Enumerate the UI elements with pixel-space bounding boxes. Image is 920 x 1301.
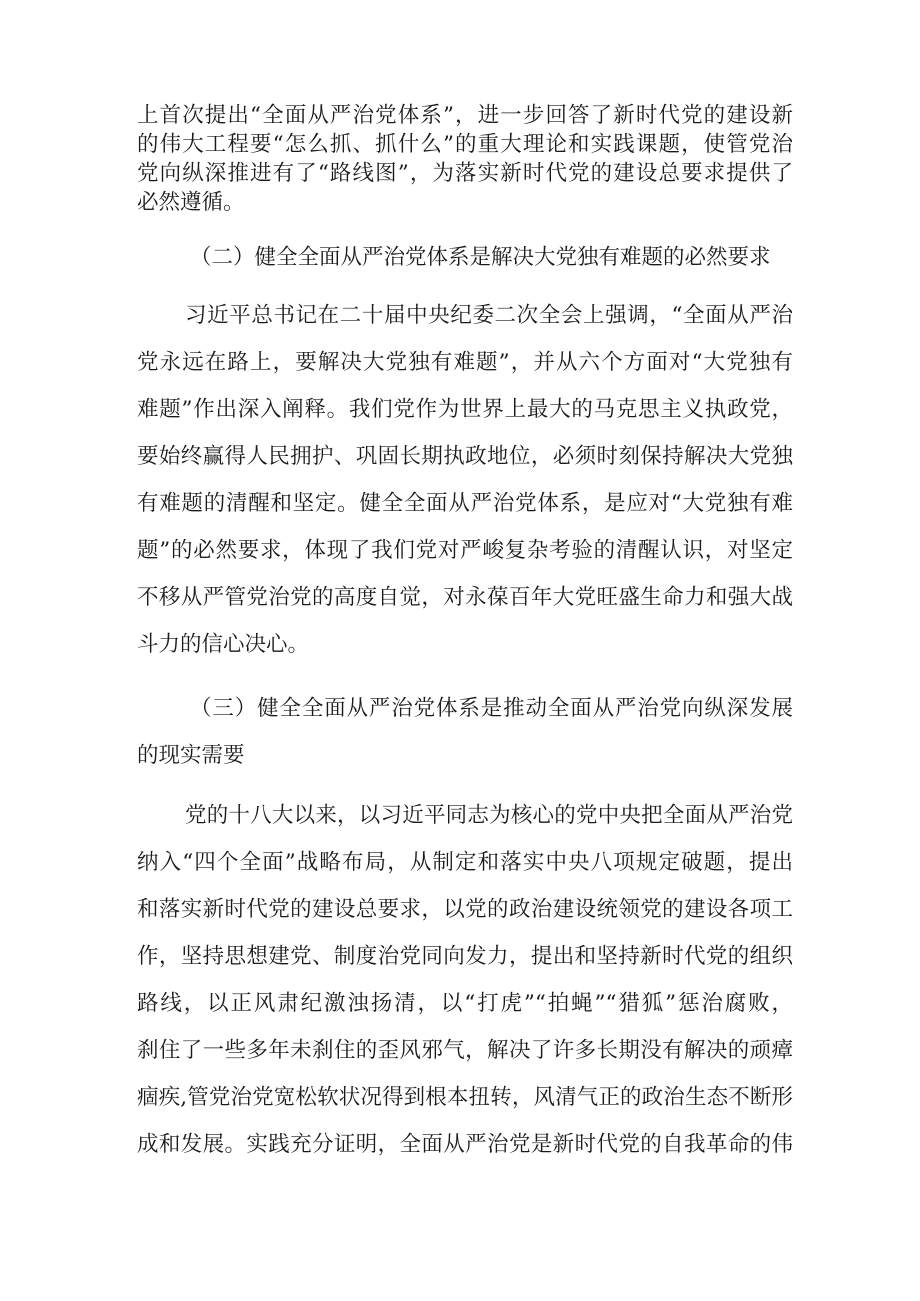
paragraph-line: 成和发展。实践充分证明，全面从严治党是新时代党的自我革命的伟 <box>137 1132 793 1157</box>
paragraph-line: 有难题的清醒和坚定。健全全面从严治党体系，是应对“大党独有难 <box>137 491 793 516</box>
paragraph-line: 党的十八大以来，以习近平同志为核心的党中央把全面从严治党 <box>185 803 793 828</box>
paragraph-line: 必然遵循。 <box>137 190 245 215</box>
paragraph-line: 的伟大工程要“怎么抓、抓什么”的重大理论和实践课题，使管党治 <box>137 132 793 157</box>
section-heading-3-continued: 的现实需要 <box>137 743 245 768</box>
paragraph-line: 难题”作出深入阐释。我们党作为世界上最大的马克思主义执政党， <box>137 397 793 422</box>
paragraph-line: 题”的必然要求，体现了我们党对严峻复杂考验的清醒认识，对坚定 <box>137 538 793 563</box>
paragraph-line: 党向纵深推进有了“路线图”，为落实新时代党的建设总要求提供了 <box>137 161 793 186</box>
paragraph-line: 路线，以正风肃纪激浊扬清，以“打虎”“拍蝇”“猎狐”惩治腐败， <box>137 991 793 1016</box>
paragraph-line: 痼疾,管党治党宽松软状况得到根本扭转，风清气正的政治生态不断形 <box>137 1085 793 1110</box>
paragraph-line: 斗力的信心决心。 <box>137 632 310 657</box>
paragraph-line: 和落实新时代党的建设总要求，以党的政治建设统领党的建设各项工 <box>137 897 793 922</box>
paragraph-line: 习近平总书记在二十届中央纪委二次全会上强调，“全面从严治 <box>185 303 793 328</box>
paragraph-line: 作，坚持思想建党、制度治党同向发力，提出和坚持新时代党的组织 <box>137 944 793 969</box>
paragraph-line: 不移从严管党治党的高度自觉，对永葆百年大党旺盛生命力和强大战 <box>137 585 793 610</box>
paragraph-line: 党永远在路上，要解决大党独有难题”，并从六个方面对“大党独有 <box>137 350 793 375</box>
paragraph-line: 刹住了一些多年未刹住的歪风邪气，解决了许多长期没有解决的顽瘴 <box>137 1038 793 1063</box>
section-heading-2: （二）健全全面从严治党体系是解决大党独有难题的必然要求 <box>190 245 771 270</box>
paragraph-line: 纳入“四个全面”战略布局，从制定和落实中央八项规定破题，提出 <box>137 850 793 875</box>
paragraph-line: 要始终赢得人民拥护、巩固长期执政地位，必须时刻保持解决大党独 <box>137 444 793 469</box>
section-heading-3: （三）健全全面从严治党体系是推动全面从严治党向纵深发展 <box>190 696 793 721</box>
paragraph-line: 上首次提出“全面从严治党体系”，进一步回答了新时代党的建设新 <box>137 103 793 128</box>
